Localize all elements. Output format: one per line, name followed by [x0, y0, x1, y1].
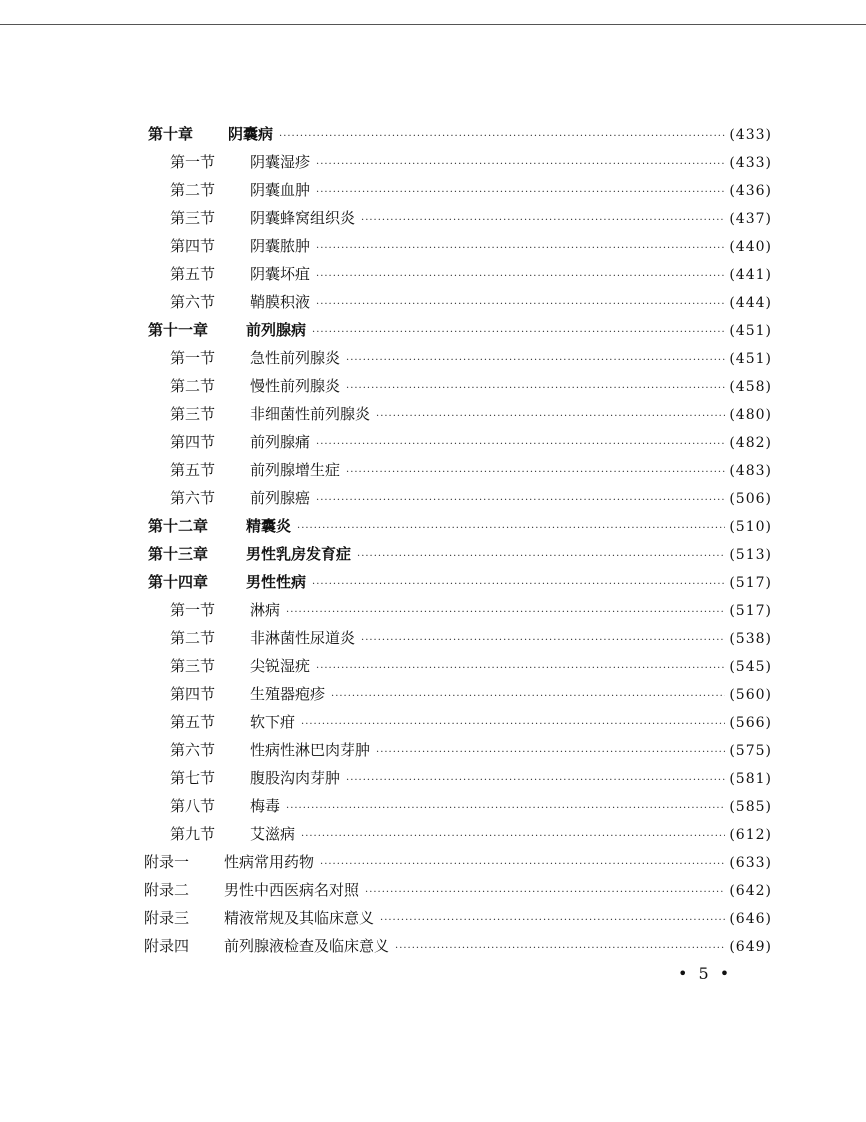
toc-entry-page: (480)	[729, 407, 772, 423]
toc-entry-page: (517)	[729, 603, 772, 619]
toc-entry-chapter[interactable]	[148, 120, 772, 148]
toc-entry-number: 第十二章	[148, 517, 209, 535]
toc-entry-number: 第二节	[170, 181, 216, 199]
toc-entry-number: 附录三	[144, 909, 190, 927]
toc-entry-page: (538)	[729, 631, 772, 647]
toc-entry-page: (451)	[729, 323, 772, 339]
dot-leader	[297, 515, 725, 543]
toc-entry-title: 性病常用药物	[224, 853, 315, 871]
toc-entry-section[interactable]	[148, 680, 772, 708]
toc-entry-title: 前列腺癌	[250, 489, 311, 507]
toc-entry-section[interactable]	[148, 820, 772, 848]
toc-entry-section[interactable]	[148, 624, 772, 652]
toc-entry-section[interactable]	[148, 372, 772, 400]
toc-entry-page: (441)	[729, 267, 772, 283]
toc-entry-title: 生殖器疱疹	[250, 685, 326, 703]
toc-entry-page: (436)	[729, 183, 772, 199]
dot-leader	[316, 263, 725, 291]
toc-entry-number: 第二节	[170, 629, 216, 647]
dot-leader	[316, 291, 725, 319]
toc-entry-title: 精囊炎	[246, 517, 292, 535]
dot-leader	[320, 851, 725, 879]
toc-entry-number: 第三节	[170, 209, 216, 227]
toc-entry-number: 第六节	[170, 293, 216, 311]
toc-entry-section[interactable]	[148, 204, 772, 232]
toc-entry-number: 第三节	[170, 405, 216, 423]
toc-entry-number: 第四节	[170, 433, 216, 451]
dot-leader	[361, 207, 725, 235]
dot-leader	[286, 795, 725, 823]
toc-entry-page: (433)	[729, 155, 772, 171]
toc-entry-section[interactable]	[148, 148, 772, 176]
toc-entry-number: 第七节	[170, 769, 216, 787]
toc-entry-number: 第五节	[170, 713, 216, 731]
toc-entry-page: (560)	[729, 687, 772, 703]
dot-leader	[346, 459, 725, 487]
toc-entry-page: (585)	[729, 799, 772, 815]
toc-entry-page: (483)	[729, 463, 772, 479]
toc-entry-section[interactable]	[148, 708, 772, 736]
toc-entry-title: 前列腺增生症	[250, 461, 341, 479]
toc-entry-number: 第十章	[148, 125, 194, 143]
toc-entry-number: 第十四章	[148, 573, 209, 591]
toc-entry-title: 非淋菌性尿道炎	[250, 629, 356, 647]
toc-entry-page: (642)	[729, 883, 772, 899]
toc-entry-number: 第一节	[170, 153, 216, 171]
toc-entry-page: (440)	[729, 239, 772, 255]
toc-entry-section[interactable]	[148, 764, 772, 792]
toc-entry-title: 慢性前列腺炎	[250, 377, 341, 395]
toc-entry-page: (545)	[729, 659, 772, 675]
dot-leader	[316, 487, 725, 515]
toc-entry-number: 第四节	[170, 237, 216, 255]
toc-entry-title: 梅毒	[250, 797, 281, 815]
toc-entry-page: (633)	[729, 855, 772, 871]
dot-leader	[346, 347, 725, 375]
dot-leader	[395, 935, 725, 963]
dot-leader	[286, 599, 725, 627]
toc-entry-number: 第一节	[170, 601, 216, 619]
toc-entry-title: 前列腺痛	[250, 433, 311, 451]
toc-entry-number: 第四节	[170, 685, 216, 703]
toc-entry-appendix[interactable]	[144, 932, 772, 960]
toc-entry-number: 第一节	[170, 349, 216, 367]
toc-entry-title: 阴囊病	[228, 125, 274, 143]
toc-entry-title: 男性乳房发育症	[246, 545, 352, 563]
dot-leader	[357, 543, 725, 571]
toc-entry-title: 阴囊坏疽	[250, 265, 311, 283]
toc-entry-section[interactable]	[148, 736, 772, 764]
toc-entry-title: 淋病	[250, 601, 281, 619]
toc-entry-number: 第三节	[170, 657, 216, 675]
toc-entry-title: 前列腺病	[246, 321, 307, 339]
toc-entry-page: (575)	[729, 743, 772, 759]
dot-leader	[346, 375, 725, 403]
toc-entry-page: (506)	[729, 491, 772, 507]
dot-leader	[312, 571, 725, 599]
dot-leader	[365, 879, 725, 907]
toc-entry-section[interactable]	[148, 456, 772, 484]
table-of-contents	[144, 120, 772, 960]
toc-entry-page: (458)	[729, 379, 772, 395]
toc-entry-title: 阴囊湿疹	[250, 153, 311, 171]
toc-entry-section[interactable]	[148, 176, 772, 204]
toc-entry-section[interactable]	[148, 400, 772, 428]
toc-entry-number: 第六节	[170, 489, 216, 507]
toc-entry-title: 非细菌性前列腺炎	[250, 405, 371, 423]
dot-leader	[316, 151, 725, 179]
toc-entry-title: 精液常规及其临床意义	[224, 909, 375, 927]
dot-leader	[346, 767, 725, 795]
toc-entry-number: 第十一章	[148, 321, 209, 339]
dot-leader	[316, 179, 725, 207]
toc-entry-number: 附录一	[144, 853, 190, 871]
toc-entry-section[interactable]	[148, 344, 772, 372]
dot-leader	[312, 319, 725, 347]
toc-entry-title: 阴囊血肿	[250, 181, 311, 199]
toc-entry-page: (581)	[729, 771, 772, 787]
toc-entry-title: 尖锐湿疣	[250, 657, 311, 675]
dot-leader	[361, 627, 725, 655]
dot-leader	[301, 823, 725, 851]
toc-entry-page: (451)	[729, 351, 772, 367]
toc-entry-title: 性病性淋巴肉芽肿	[250, 741, 371, 759]
toc-entry-page: (646)	[729, 911, 772, 927]
dot-leader	[380, 907, 725, 935]
toc-entry-title: 腹股沟肉芽肿	[250, 769, 341, 787]
toc-entry-title: 男性中西医病名对照	[224, 881, 360, 899]
toc-entry-section[interactable]	[148, 792, 772, 820]
toc-entry-section[interactable]	[148, 232, 772, 260]
dot-leader	[376, 739, 725, 767]
toc-entry-number: 附录四	[144, 937, 190, 955]
toc-entry-number: 第二节	[170, 377, 216, 395]
toc-entry-section[interactable]	[148, 260, 772, 288]
toc-entry-number: 第九节	[170, 825, 216, 843]
toc-entry-page: (513)	[729, 547, 772, 563]
toc-entry-title: 男性性病	[246, 573, 307, 591]
toc-entry-title: 软下疳	[250, 713, 296, 731]
toc-entry-title: 急性前列腺炎	[250, 349, 341, 367]
toc-entry-section[interactable]	[148, 652, 772, 680]
dot-leader	[316, 431, 725, 459]
toc-entry-chapter[interactable]	[148, 540, 772, 568]
toc-entry-title: 阴囊蜂窝组织炎	[250, 209, 356, 227]
dot-leader	[376, 403, 725, 431]
toc-entry-appendix[interactable]	[144, 848, 772, 876]
toc-entry-page: (517)	[729, 575, 772, 591]
toc-entry-number: 第五节	[170, 461, 216, 479]
toc-entry-number: 第五节	[170, 265, 216, 283]
dot-leader	[331, 683, 725, 711]
toc-entry-number: 第六节	[170, 741, 216, 759]
toc-entry-page: (482)	[729, 435, 772, 451]
toc-entry-page: (437)	[729, 211, 772, 227]
dot-leader	[316, 235, 725, 263]
dot-leader	[301, 711, 725, 739]
toc-entry-page: (566)	[729, 715, 772, 731]
toc-entry-chapter[interactable]	[148, 512, 772, 540]
toc-entry-section[interactable]	[148, 484, 772, 512]
toc-entry-title: 鞘膜积液	[250, 293, 311, 311]
toc-entry-page: (649)	[729, 939, 772, 955]
toc-entry-page: (510)	[729, 519, 772, 535]
toc-entry-title: 阴囊脓肿	[250, 237, 311, 255]
dot-leader	[316, 655, 725, 683]
toc-entry-section[interactable]	[148, 428, 772, 456]
toc-entry-chapter[interactable]	[148, 316, 772, 344]
dot-leader	[279, 123, 725, 151]
toc-entry-section[interactable]	[148, 288, 772, 316]
page-number: • 5 •	[678, 964, 733, 983]
toc-entry-number: 第八节	[170, 797, 216, 815]
toc-entry-title: 前列腺液检查及临床意义	[224, 937, 390, 955]
top-rule	[0, 24, 866, 25]
toc-entry-appendix[interactable]	[144, 904, 772, 932]
toc-entry-section[interactable]	[148, 596, 772, 624]
toc-entry-number: 第十三章	[148, 545, 209, 563]
toc-entry-page: (433)	[729, 127, 772, 143]
toc-entry-chapter[interactable]	[148, 568, 772, 596]
toc-entry-appendix[interactable]	[144, 876, 772, 904]
toc-entry-number: 附录二	[144, 881, 190, 899]
toc-entry-page: (444)	[729, 295, 772, 311]
toc-entry-title: 艾滋病	[250, 825, 296, 843]
toc-entry-page: (612)	[729, 827, 772, 843]
